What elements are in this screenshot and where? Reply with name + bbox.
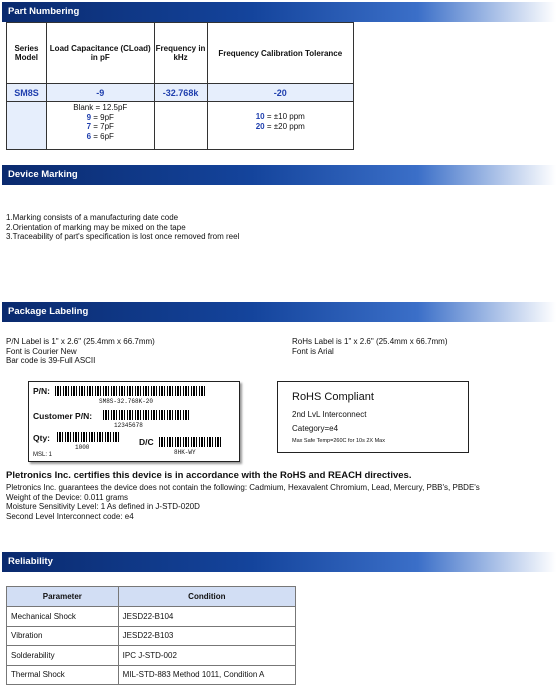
marking-note: 1.Marking consists of a manufacturing date code (6, 213, 179, 222)
customer-barcode (103, 410, 191, 420)
dc-barcode (159, 437, 221, 447)
value-capacitance: -9 (46, 84, 154, 102)
certification-details: Pletronics Inc. guarantees the device does not contain the following: Cadmium, Hexavalent Chromium, Lead, Mercury, PBB's, PBDE's Weight of the Device: 0.011 grams Moisture Sensitivity Level: 1 As defined in J-STD-020D Second Level Interconnect code: e4 (6, 483, 480, 521)
header-series-model: Series Model (7, 23, 47, 84)
part-numbering-table (6, 22, 354, 150)
header-frequency: Frequency in kHz (154, 23, 207, 84)
device-marking-notes (6, 213, 239, 242)
qty-barcode (57, 432, 119, 442)
options-frequency-empty (154, 102, 207, 150)
reliability-table (6, 586, 296, 685)
rohs-line2: Category=e4 (292, 424, 339, 433)
section-header-reliability: Reliability (2, 552, 556, 572)
certification-title: Pletronics Inc. certifies this device is in accordance with the RoHS and REACH directives. (6, 470, 412, 481)
table-row: Thermal Shock MIL-STD-883 Method 1011, Condition A (7, 665, 296, 685)
table-row: Vibration JESD22-B103 (7, 626, 296, 646)
dc-label: D/C (139, 437, 154, 447)
marking-note: 2.Orientation of marking may be mixed on the tape (6, 222, 186, 232)
customer-barcode-text: 12345678 (114, 422, 143, 429)
pn-label-spec: P/N Label is 1" x 2.6" (25.4mm x 66.7mm) Font is Courier New Bar code is 39-Full ASCII (6, 337, 155, 365)
rohs-title: RoHS Compliant (292, 391, 374, 403)
table-row: Mechanical Shock JESD22-B104 (7, 607, 296, 627)
customer-pn-label: Customer P/N: (33, 411, 93, 421)
header-load-capacitance: Load Capacitance (CLoad) in pF (46, 23, 154, 84)
pn-barcode (55, 386, 205, 396)
header-condition: Condition (118, 587, 295, 607)
msl-text: MSL: 1 (33, 452, 53, 458)
tolerance-options: 10 = ±10 ppm 20 = ±20 ppm (207, 102, 353, 150)
rohs-line1: 2nd LvL Interconnect (292, 410, 367, 419)
rohs-label-spec: RoHs Label is 1" x 2.6" (25.4mm x 66.7mm) Font is Arial (292, 337, 448, 356)
pn-barcode-text: SM8S-32.768K-20 (99, 398, 154, 405)
table-row: Solderability IPC J-STD-002 (7, 646, 296, 666)
section-header-part-numbering: Part Numbering (2, 2, 556, 22)
header-parameter: Parameter (7, 587, 119, 607)
pn-label-sample (28, 381, 240, 462)
qty-label: Qty: (33, 433, 50, 443)
value-frequency: -32.768k (154, 84, 207, 102)
section-header-package-labeling: Package Labeling (2, 302, 556, 322)
rohs-line3: Max Safe Temp=260C for 10s 2X Max (292, 438, 385, 444)
pn-field-label: P/N: (33, 386, 50, 396)
rohs-label-sample (277, 381, 469, 453)
marking-note: 3.Traceability of part's specification is lost once removed from reel (6, 232, 240, 241)
header-tolerance: Frequency Calibration Tolerance (207, 23, 353, 84)
value-series: SM8S (7, 84, 47, 102)
section-header-device-marking: Device Marking (2, 165, 556, 185)
dc-barcode-text: 8HK-WY (174, 449, 196, 456)
value-tolerance: -20 (207, 84, 353, 102)
options-series-empty (7, 102, 47, 150)
qty-barcode-text: 1000 (75, 444, 90, 451)
capacitance-options: Blank = 12.5pF 9 = 9pF 7 = 7pF 6 = 6pF (46, 102, 154, 150)
